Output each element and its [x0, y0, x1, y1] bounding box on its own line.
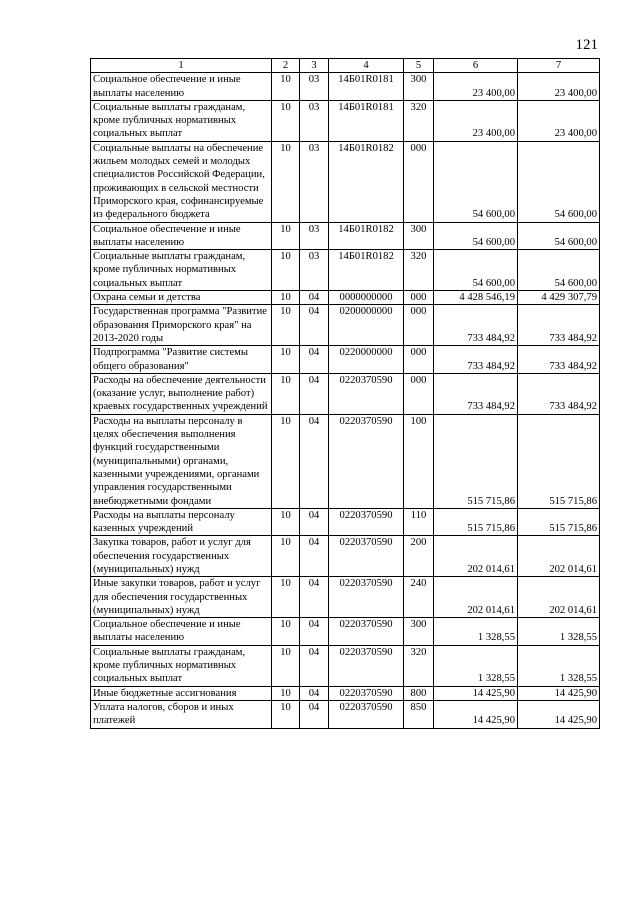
page-number: 121 — [575, 37, 598, 53]
row-name: Закупка товаров, работ и услуг для обеспечения государственных (муниципальных) нужд — [91, 536, 272, 577]
expense-type-code: 000 — [404, 291, 434, 305]
row-name: Социальные выплаты гражданам, кроме публичных нормативных социальных выплат — [91, 100, 272, 141]
amount-col-6: 14 425,90 — [434, 700, 518, 728]
target-article-code: 0220370590 — [329, 577, 404, 618]
amount-col-7: 4 429 307,79 — [518, 291, 600, 305]
expense-type-code: 100 — [404, 414, 434, 508]
table-row — [91, 577, 600, 618]
table-row — [91, 645, 600, 686]
expense-type-code: 000 — [404, 305, 434, 346]
header-row — [91, 59, 600, 73]
row-name: Расходы на выплаты персоналу в целях обеспечения выполнения функций государственными (муниципальными) органами, казенными учреждениями, органами управления государственными внебюджетными фондами — [91, 414, 272, 508]
amount-col-6: 1 328,55 — [434, 645, 518, 686]
column-header: 1 — [91, 59, 272, 73]
row-name: Социальное обеспечение и иные выплаты населению — [91, 73, 272, 101]
subsection-code: 03 — [300, 100, 329, 141]
row-name: Уплата налогов, сборов и иных платежей — [91, 700, 272, 728]
table-row — [91, 700, 600, 728]
subsection-code: 04 — [300, 577, 329, 618]
expense-type-code: 000 — [404, 141, 434, 222]
expense-type-code: 000 — [404, 346, 434, 374]
amount-col-6: 733 484,92 — [434, 346, 518, 374]
row-name: Иные бюджетные ассигнования — [91, 686, 272, 700]
amount-col-7: 733 484,92 — [518, 305, 600, 346]
amount-col-7: 515 715,86 — [518, 508, 600, 536]
subsection-code: 04 — [300, 291, 329, 305]
target-article-code: 0000000000 — [329, 291, 404, 305]
target-article-code: 0220370590 — [329, 645, 404, 686]
section-code: 10 — [272, 305, 300, 346]
section-code: 10 — [272, 508, 300, 536]
section-code: 10 — [272, 577, 300, 618]
amount-col-6: 1 328,55 — [434, 618, 518, 646]
section-code: 10 — [272, 373, 300, 414]
section-code: 10 — [272, 73, 300, 101]
expense-type-code: 320 — [404, 645, 434, 686]
subsection-code: 03 — [300, 222, 329, 250]
table-row — [91, 222, 600, 250]
expense-type-code: 110 — [404, 508, 434, 536]
amount-col-6: 14 425,90 — [434, 686, 518, 700]
target-article-code: 0220370590 — [329, 536, 404, 577]
column-header: 6 — [434, 59, 518, 73]
column-header: 5 — [404, 59, 434, 73]
section-code: 10 — [272, 686, 300, 700]
budget-table — [90, 58, 600, 729]
amount-col-7: 14 425,90 — [518, 700, 600, 728]
column-header: 7 — [518, 59, 600, 73]
expense-type-code: 200 — [404, 536, 434, 577]
section-code: 10 — [272, 618, 300, 646]
expense-type-code: 320 — [404, 250, 434, 291]
table-row — [91, 414, 600, 508]
target-article-code: 0220370590 — [329, 373, 404, 414]
table-row — [91, 250, 600, 291]
amount-col-6: 4 428 546,19 — [434, 291, 518, 305]
table-row — [91, 618, 600, 646]
table-row — [91, 536, 600, 577]
column-header: 4 — [329, 59, 404, 73]
subsection-code: 04 — [300, 700, 329, 728]
amount-col-7: 202 014,61 — [518, 577, 600, 618]
subsection-code: 04 — [300, 414, 329, 508]
target-article-code: 14Б01R0182 — [329, 222, 404, 250]
target-article-code: 0220370590 — [329, 618, 404, 646]
target-article-code: 14Б01R0182 — [329, 250, 404, 291]
amount-col-7: 54 600,00 — [518, 250, 600, 291]
amount-col-6: 54 600,00 — [434, 222, 518, 250]
column-header: 2 — [272, 59, 300, 73]
row-name: Социальное обеспечение и иные выплаты населению — [91, 618, 272, 646]
table-row — [91, 346, 600, 374]
amount-col-7: 1 328,55 — [518, 645, 600, 686]
subsection-code: 03 — [300, 73, 329, 101]
target-article-code: 14Б01R0182 — [329, 141, 404, 222]
subsection-code: 04 — [300, 508, 329, 536]
target-article-code: 14Б01R0181 — [329, 100, 404, 141]
section-code: 10 — [272, 291, 300, 305]
row-name: Государственная программа "Развитие образования Приморского края" на 2013-2020 годы — [91, 305, 272, 346]
amount-col-7: 14 425,90 — [518, 686, 600, 700]
row-name: Социальные выплаты на обеспечение жильем молодых семей и молодых специалистов Российской Федерации, проживающих в сельской местности Приморского края, софинансируемые из федерального бюджета — [91, 141, 272, 222]
subsection-code: 03 — [300, 250, 329, 291]
subsection-code: 04 — [300, 346, 329, 374]
row-name: Социальное обеспечение и иные выплаты населению — [91, 222, 272, 250]
expense-type-code: 300 — [404, 73, 434, 101]
row-name: Социальные выплаты гражданам, кроме публичных нормативных социальных выплат — [91, 250, 272, 291]
amount-col-7: 23 400,00 — [518, 73, 600, 101]
expense-type-code: 300 — [404, 222, 434, 250]
section-code: 10 — [272, 222, 300, 250]
amount-col-7: 23 400,00 — [518, 100, 600, 141]
expense-type-code: 800 — [404, 686, 434, 700]
amount-col-6: 23 400,00 — [434, 73, 518, 101]
row-name: Иные закупки товаров, работ и услуг для обеспечения государственных (муниципальных) нужд — [91, 577, 272, 618]
subsection-code: 04 — [300, 686, 329, 700]
target-article-code: 0220370590 — [329, 414, 404, 508]
target-article-code: 0220000000 — [329, 346, 404, 374]
section-code: 10 — [272, 100, 300, 141]
amount-col-6: 515 715,86 — [434, 414, 518, 508]
amount-col-6: 54 600,00 — [434, 141, 518, 222]
expense-type-code: 000 — [404, 373, 434, 414]
amount-col-6: 733 484,92 — [434, 373, 518, 414]
amount-col-6: 202 014,61 — [434, 577, 518, 618]
row-name: Расходы на обеспечение деятельности (оказание услуг, выполнение работ) краевых государственных учреждений — [91, 373, 272, 414]
section-code: 10 — [272, 645, 300, 686]
table-row — [91, 291, 600, 305]
amount-col-6: 23 400,00 — [434, 100, 518, 141]
table-row — [91, 305, 600, 346]
row-name: Охрана семьи и детства — [91, 291, 272, 305]
table-body — [91, 73, 600, 728]
row-name: Расходы на выплаты персоналу казенных учреждений — [91, 508, 272, 536]
subsection-code: 03 — [300, 141, 329, 222]
amount-col-7: 54 600,00 — [518, 222, 600, 250]
expense-type-code: 300 — [404, 618, 434, 646]
target-article-code: 14Б01R0181 — [329, 73, 404, 101]
target-article-code: 0220370590 — [329, 686, 404, 700]
section-code: 10 — [272, 250, 300, 291]
row-name: Подпрограмма "Развитие системы общего образования" — [91, 346, 272, 374]
subsection-code: 04 — [300, 373, 329, 414]
table-row — [91, 508, 600, 536]
amount-col-6: 54 600,00 — [434, 250, 518, 291]
expense-type-code: 850 — [404, 700, 434, 728]
amount-col-7: 733 484,92 — [518, 346, 600, 374]
row-name: Социальные выплаты гражданам, кроме публичных нормативных социальных выплат — [91, 645, 272, 686]
amount-col-6: 202 014,61 — [434, 536, 518, 577]
target-article-code: 0220370590 — [329, 700, 404, 728]
subsection-code: 04 — [300, 618, 329, 646]
amount-col-7: 202 014,61 — [518, 536, 600, 577]
table-row — [91, 373, 600, 414]
column-header: 3 — [300, 59, 329, 73]
expense-type-code: 320 — [404, 100, 434, 141]
section-code: 10 — [272, 414, 300, 508]
target-article-code: 0200000000 — [329, 305, 404, 346]
table-row — [91, 73, 600, 101]
amount-col-7: 515 715,86 — [518, 414, 600, 508]
table-row — [91, 686, 600, 700]
section-code: 10 — [272, 346, 300, 374]
section-code: 10 — [272, 141, 300, 222]
amount-col-7: 733 484,92 — [518, 373, 600, 414]
section-code: 10 — [272, 536, 300, 577]
amount-col-7: 54 600,00 — [518, 141, 600, 222]
section-code: 10 — [272, 700, 300, 728]
table-row — [91, 141, 600, 222]
target-article-code: 0220370590 — [329, 508, 404, 536]
subsection-code: 04 — [300, 305, 329, 346]
amount-col-6: 515 715,86 — [434, 508, 518, 536]
amount-col-6: 733 484,92 — [434, 305, 518, 346]
subsection-code: 04 — [300, 536, 329, 577]
table-row — [91, 100, 600, 141]
amount-col-7: 1 328,55 — [518, 618, 600, 646]
subsection-code: 04 — [300, 645, 329, 686]
expense-type-code: 240 — [404, 577, 434, 618]
